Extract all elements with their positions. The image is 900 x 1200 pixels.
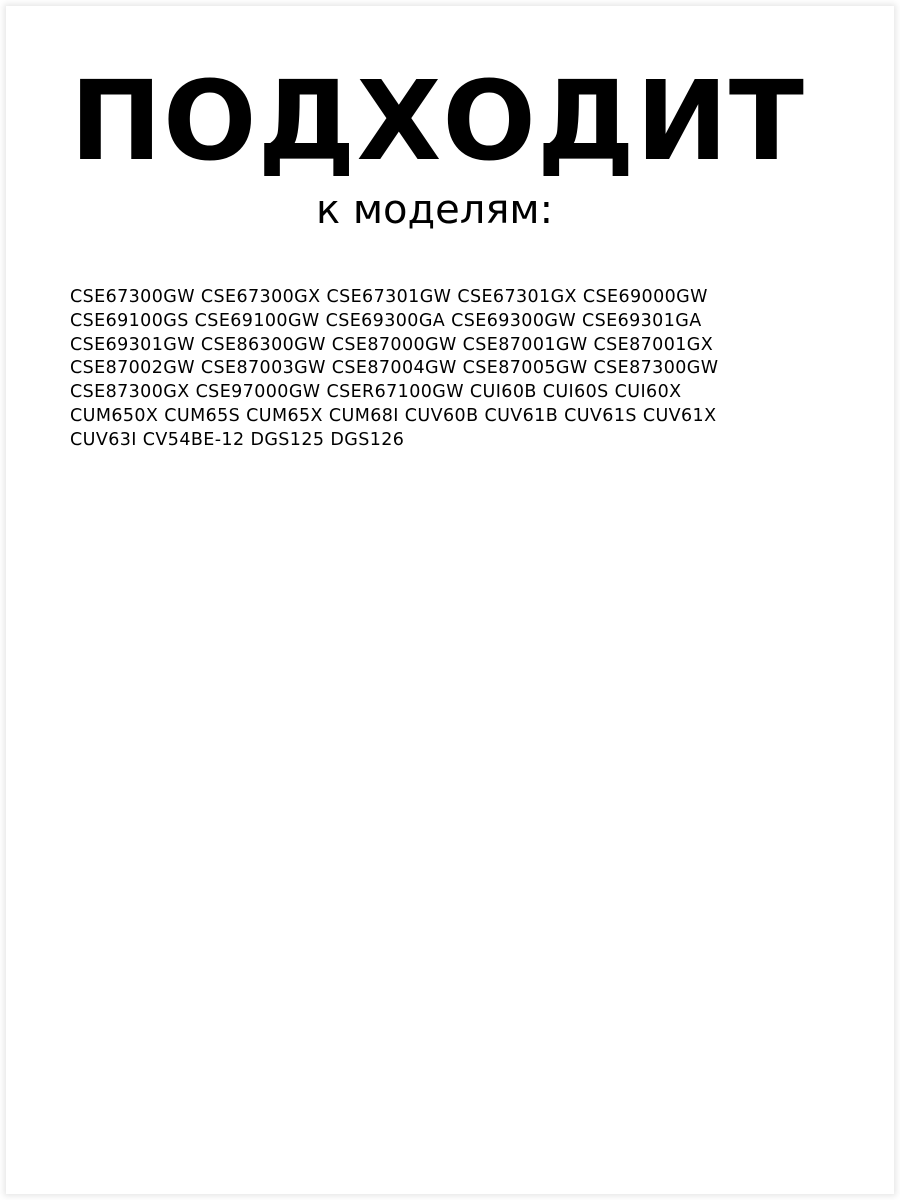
page-subtitle: к моделям: xyxy=(316,187,554,233)
model-list-line: CSE69301GW CSE86300GW CSE87000GW CSE87001GW CSE87001GX xyxy=(70,334,714,355)
model-list-line: CSE87300GX CSE97000GW CSER67100GW CUI60B CUI60S CUI60X xyxy=(70,382,682,403)
model-list-line: CSE87002GW CSE87003GW CSE87004GW CSE87005GW CSE87300GW xyxy=(70,358,719,379)
model-list-line: CUV63I CV54BE-12 DGS125 DGS126 xyxy=(70,429,405,450)
model-list xyxy=(70,286,850,453)
model-list-line: CSE67300GW CSE67300GX CSE67301GW CSE67301GX CSE69000GW xyxy=(70,287,708,307)
model-list-line: CUM650X CUM65S CUM65X CUM68I CUV60B CUV61B CUV61S CUV61X xyxy=(70,405,717,426)
model-list-line: CSE69100GS CSE69100GW CSE69300GA CSE69300GW CSE69301GA xyxy=(70,310,702,331)
page-title: ПОДХОДИТ xyxy=(70,57,805,185)
